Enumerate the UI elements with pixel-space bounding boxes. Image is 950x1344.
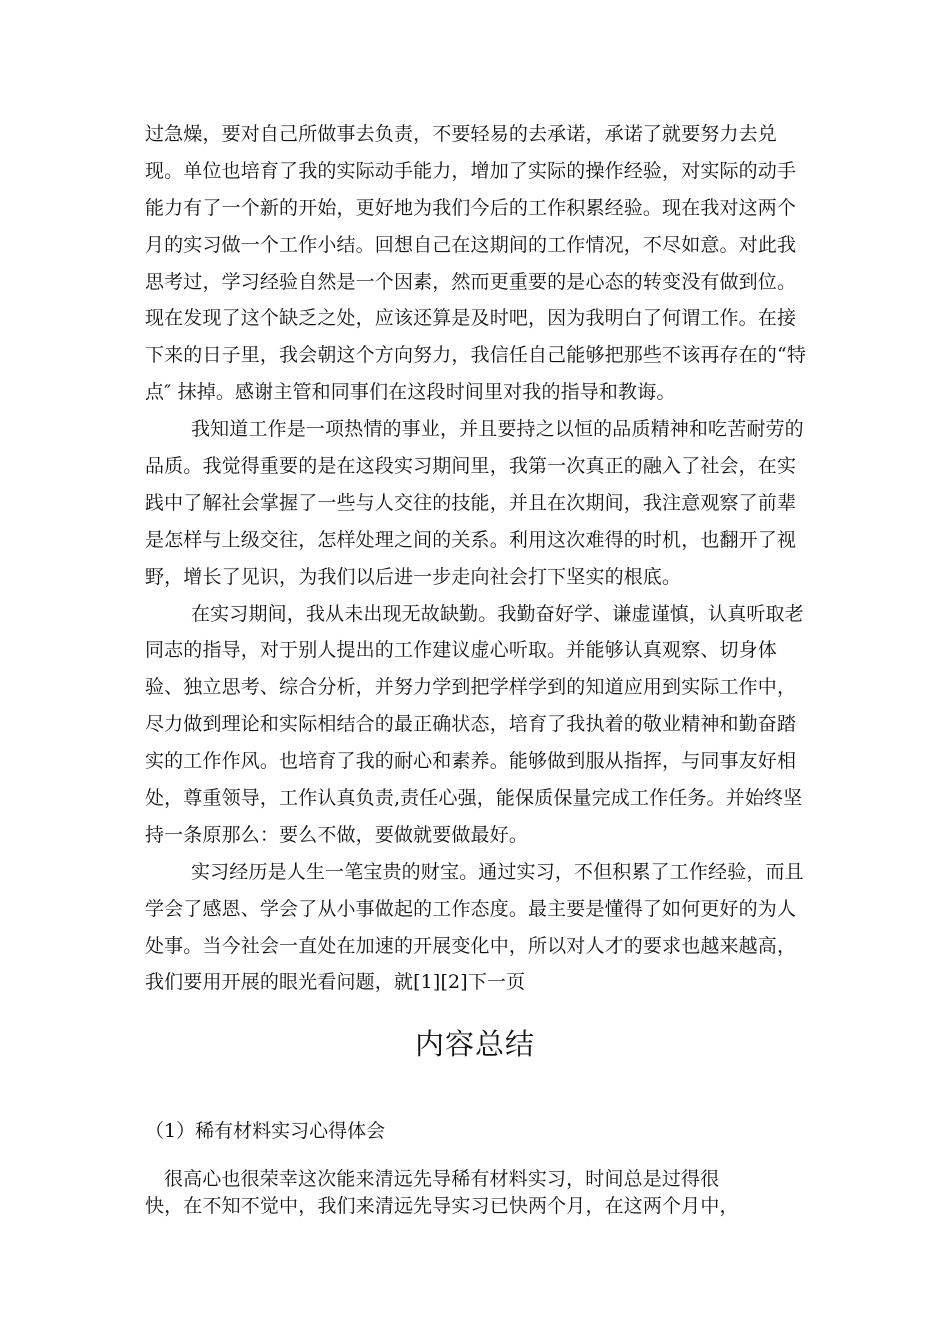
text-line: 验、独立思考、综合分析，并努力学到把学样学到的知道应用到实际工作中，: [145, 676, 797, 699]
text-line: 持一条原那么：要么不做，要做就要做最好。: [145, 823, 529, 846]
text-line: 现。单位也培育了我的实际动手能力，增加了实际的操作经验，对实际的动手: [145, 159, 797, 182]
body-text: [145, 116, 807, 1001]
text-line: 实的工作作风。也培育了我的耐心和素养。能够做到服从指挥，与同事友好相: [145, 750, 797, 773]
text-line: 月的实习做一个工作小结。回想自己在这期间的工作情况，不尽如意。对此我: [145, 233, 797, 256]
text-line: 学会了感恩、学会了从小事做起的工作态度。最主要是懂得了如何更好的为人: [145, 897, 797, 920]
text-line: 我们要用开展的眼光看问题，就[1][2]下一页: [145, 971, 526, 994]
text-line: 下来的日子里，我会朝这个方向努力，我信任自己能够把那些不该再存在的“特: [145, 344, 806, 367]
text-line: 很高心也很荣幸这次能来清远先导稀有材料实习，时间总是过得很: [164, 1168, 720, 1190]
text-line: 能力有了一个新的开始，更好地为我们今后的工作积累经验。现在我对这两个: [145, 196, 797, 219]
text-line: 处，尊重领导，工作认真负责,责任心强，能保质保量完成工作任务。并始终坚: [145, 787, 803, 810]
text-line: 过急燥，要对自己所做事去负责，不要轻易的去承诺，承诺了就要努力去兑: [145, 123, 777, 145]
summary-paragraph: [145, 1166, 807, 1220]
text-line: 现在发现了这个缺乏之处，应该还算是及时吧，因为我明白了何谓工作。在接: [145, 307, 797, 330]
text-line: 野，增长了见识，为我们以后进一步走向社会打下坚实的根底。: [145, 565, 682, 588]
paragraph-1: [145, 116, 807, 411]
text-line: 处事。当今社会一直处在加速的开展变化中，所以对人才的要求也越来越高，: [145, 934, 797, 957]
text-line: 实习经历是人生一笔宝贵的财宝。通过实习，不但积累了工作经验，而且: [191, 860, 804, 883]
text-line: 是怎样与上级交往，怎样处理之间的关系。利用这次难得的时机，也翻开了视: [145, 528, 797, 551]
text-line: 快，在不知不觉中，我们来清远先导实习已快两个月，在这两个月中，: [145, 1195, 739, 1217]
text-line: 我知道工作是一项热情的事业，并且要持之以恒的品质精神和吃苦耐劳的: [191, 418, 804, 441]
paragraph-4: [145, 854, 807, 1002]
text-line: 思考过，学习经验自然是一个因素，然而更重要的是心态的转变没有做到位。: [145, 270, 797, 293]
paragraph-3: [145, 596, 807, 854]
text-line: 品质。我觉得重要的是在这段实习期间里，我第一次真正的融入了社会，在实: [145, 455, 797, 478]
summary-title: 内容总结: [414, 1027, 535, 1061]
section-heading: （1）稀有材料实习心得体会: [145, 1120, 386, 1142]
text-line: 点″ 抹掉。感谢主管和同事们在这段时间里对我的指导和教诲。: [145, 381, 676, 404]
text-line: 尽力做到理论和实际相结合的最正确状态，培育了我执着的敬业精神和勤奋踏: [145, 713, 797, 736]
paragraph-2: [145, 411, 807, 595]
text-line: 践中了解社会掌握了一些与人交往的技能，并且在次期间，我注意观察了前辈: [145, 491, 797, 514]
text-line: 在实习期间，我从未出现无故缺勤。我勤奋好学、谦虚谨慎，认真听取老: [191, 602, 804, 625]
text-line: 同志的指导，对于别人提出的工作建议虚心听取。并能够认真观察、切身体: [145, 639, 777, 662]
